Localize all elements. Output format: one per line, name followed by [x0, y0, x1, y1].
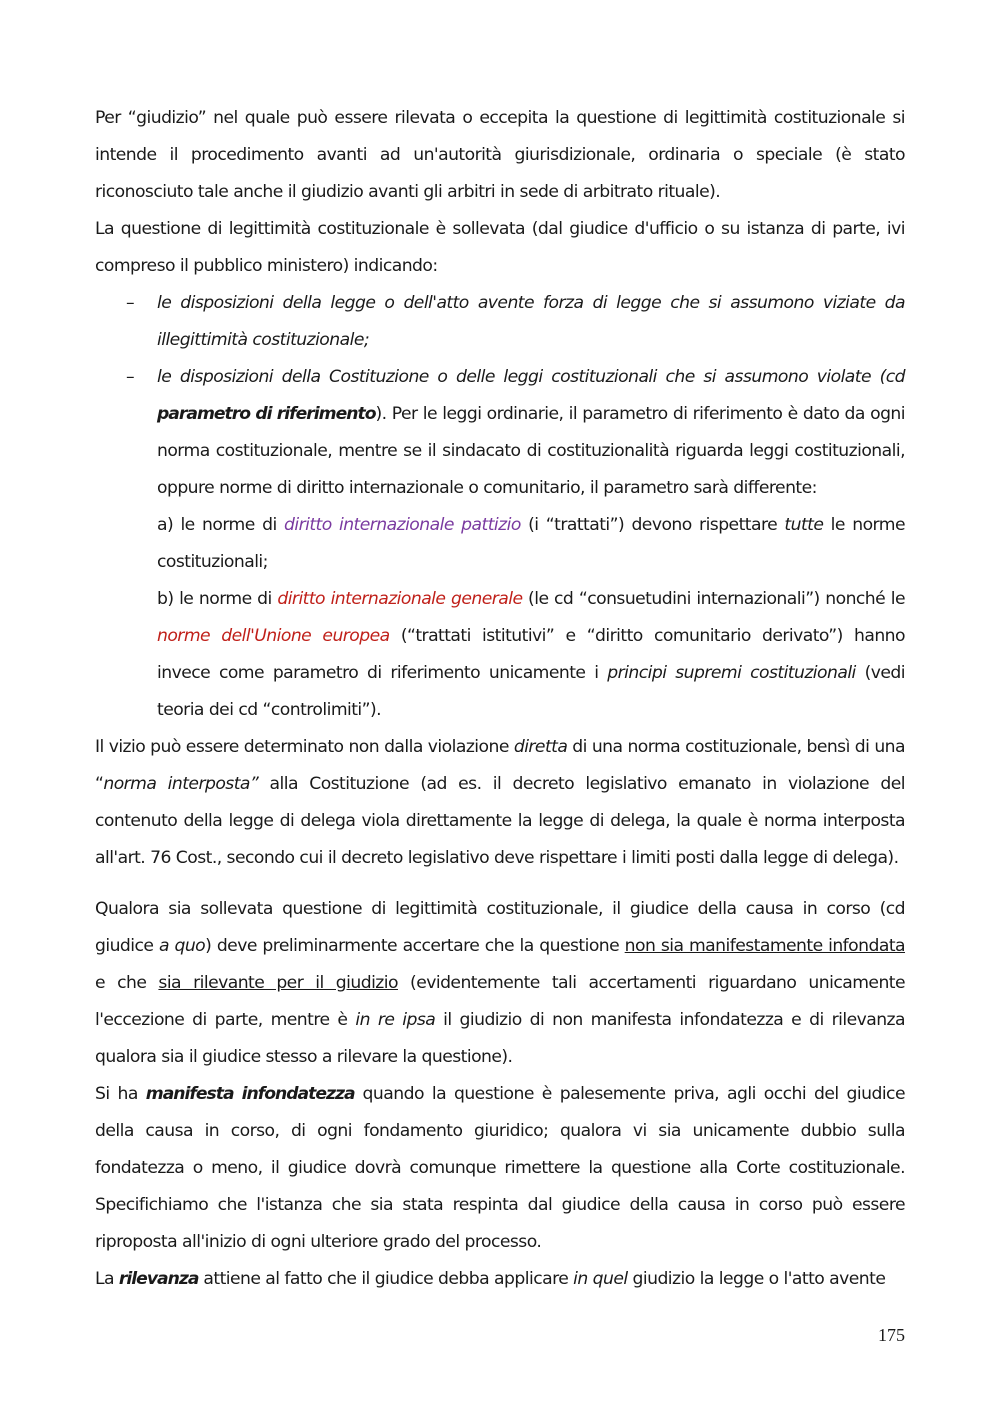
term-parametro-di-riferimento: parametro di riferimento — [157, 404, 376, 424]
list-item-text: le disposizioni della legge o dell'atto avente forza di legge che si assumono viziate da illegittimità costituzionale; — [157, 293, 905, 350]
text-run: (“trattati istitutivi” e “diritto comunitario derivato”) hanno invece come parametro di riferimento unicamente i — [157, 626, 905, 683]
list-item-text: ). Per le leggi ordinarie, il parametro di riferimento è dato da ogni norma costituzionale, mentre se il sindacato di costituzionalità riguarda leggi costituzionali, oppure norme di diritto internazionale o comunitario, il parametro sarà differente: — [157, 404, 906, 498]
text-run: il giudizio di non manifesta infondatezza e di rilevanza qualora sia il giudice stesso a rilevare la questione). — [95, 1010, 905, 1067]
text-run: b) le norme di — [157, 589, 278, 609]
list-item — [95, 285, 905, 359]
list-item-text: le disposizioni della Costituzione o delle leggi costituzionali che si assumono violate (cd — [157, 367, 905, 387]
subpoint-b — [95, 581, 905, 729]
document-page — [95, 100, 905, 1298]
dash-bullet-icon: – — [126, 367, 135, 387]
text-run: di una norma costituzionale, bensì di una “ — [95, 737, 905, 794]
text-run: giudizio la legge o l'atto avente — [627, 1269, 886, 1289]
text-run: (le cd “consuetudini internazionali”) nonché le — [522, 589, 905, 609]
page-number: 175 — [878, 1325, 905, 1345]
text-run: alla Costituzione (ad es. il decreto legislativo emanato in violazione del contenuto della legge di delega viola direttamente la legge di delega, la quale è norma interposta all'art. 76 Cost., secondo cui il decreto legislativo deve rispettare i limiti posti dalla legge di delega). — [95, 774, 905, 868]
indicazioni-list — [95, 285, 905, 507]
text-run: (i “trattati”) devono rispettare — [520, 515, 785, 535]
paragraph-vizio — [95, 729, 905, 877]
text-run: a) le norme di — [157, 515, 284, 535]
dash-bullet-icon: – — [126, 293, 135, 313]
text-run: attiene al fatto che il giudice debba applicare — [198, 1269, 574, 1289]
text-run: a quo — [158, 936, 206, 956]
text-run: (vedi teoria dei cd “controlimiti”). — [157, 663, 905, 720]
text-run: (evidentemente tali accertamenti riguardano unicamente l'eccezione di parte, mentre è — [95, 973, 905, 1030]
text-run: Si ha — [95, 1084, 146, 1104]
term-manifesta-infondatezza: manifesta infondatezza — [145, 1084, 355, 1104]
text-run: norma interposta” — [103, 774, 259, 794]
text-run: quando la questione è palesemente priva, agli occhi del giudice della causa in corso, di ogni fondamento giuridico; qualora vi sia unicamente dubbio sulla fondatezza o meno, il giudice dovrà comunque rimettere la questione alla Corte costituzionale. Specifichiamo che l'istanza che sia stata respinta dal giudice della causa in corso può essere riproposta all'inizio di ogni ulteriore grado del processo. — [95, 1084, 905, 1252]
text-run: in re ipsa — [355, 1010, 436, 1030]
underlined-run: sia rilevante per il giudizio — [158, 973, 398, 993]
term-rilevanza: rilevanza — [118, 1269, 199, 1289]
text-run: principi supremi costituzionali — [607, 663, 856, 683]
paragraph-rilevanza — [95, 1261, 905, 1298]
text-run: diretta — [513, 737, 568, 757]
text-run: e che — [95, 973, 159, 993]
text-run: ) deve preliminarmente accertare che la questione — [205, 936, 625, 956]
paragraph-questione: La questione di legittimità costituzionale è sollevata (dal giudice d'ufficio o su istanza di parte, ivi compreso il pubblico ministero) indicando: — [95, 219, 905, 276]
text-run: in quel — [573, 1269, 628, 1289]
term-norme-unione-europea: norme dell'Unione europea — [157, 626, 390, 646]
term-diritto-internazionale-generale: diritto internazionale generale — [277, 589, 523, 609]
list-item — [95, 359, 905, 507]
underlined-run: non sia manifestamente infondata — [624, 936, 905, 956]
paragraph-giudizio: Per “giudizio” nel quale può essere rilevata o eccepita la questione di legittimità costituzionale si intende il procedimento avanti ad un'autorità giurisdizionale, ordinaria o speciale (è stato riconosciuto tale anche il giudizio avanti gli arbitri in sede di arbitrato rituale). — [95, 108, 905, 202]
paragraph-qualora — [95, 891, 905, 1076]
text-run: Qualora sia sollevata questione di legittimità costituzionale, il giudice della causa in corso (cd giudice — [95, 899, 905, 956]
text-run: La — [95, 1269, 119, 1289]
text-run: le norme costituzionali; — [157, 515, 905, 572]
term-diritto-internazionale-pattizio: diritto internazionale pattizio — [284, 515, 521, 535]
subpoint-a — [95, 507, 905, 581]
paragraph-manifesta-infondatezza — [95, 1076, 905, 1261]
text-run: Il vizio può essere determinato non dalla violazione — [95, 737, 514, 757]
text-run: tutte — [784, 515, 824, 535]
